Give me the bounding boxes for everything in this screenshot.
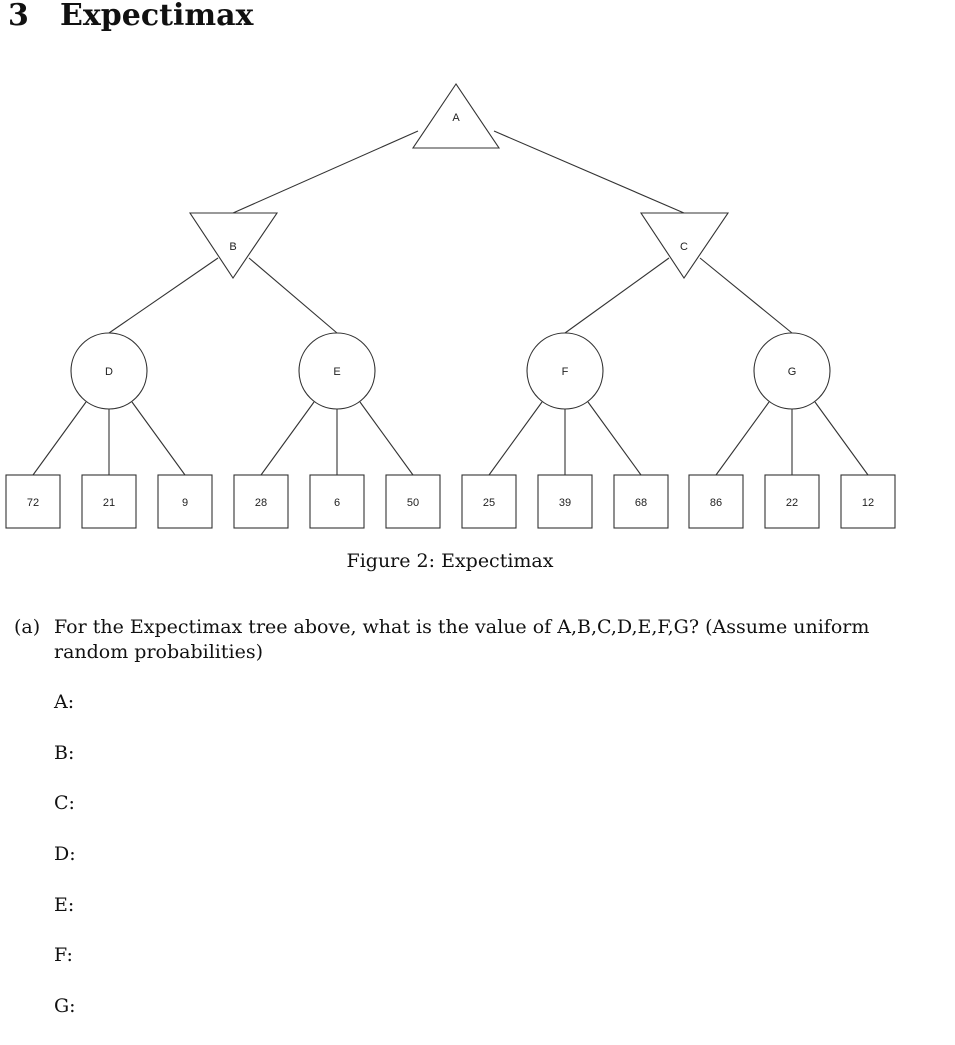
answer-label-d: D: [54, 843, 76, 866]
section-title: Expectimax [60, 0, 254, 33]
node-label-b: B [229, 241, 237, 253]
figure-caption: Figure 2: Expectimax [346, 550, 554, 572]
node-label-e: E [333, 366, 341, 378]
answer-label-g: G: [54, 995, 76, 1018]
tree-edge [261, 402, 314, 475]
tree-edge [132, 402, 185, 475]
answer-label-f: F: [54, 944, 73, 967]
leaf-value: 68 [634, 497, 648, 509]
node-label-f: F [561, 366, 569, 378]
leaf-value: 6 [333, 497, 341, 509]
tree-edge [588, 402, 641, 475]
tree-edge [494, 131, 684, 213]
tree-edge [109, 258, 218, 333]
leaf-value: 50 [406, 497, 420, 509]
leaf-value: 39 [558, 497, 572, 509]
node-label-c: C [680, 241, 688, 253]
tree-edge [489, 402, 542, 475]
tree-nodes [6, 84, 895, 528]
tree-edge [565, 258, 669, 333]
question-a [14, 615, 949, 665]
node-label-d: D [105, 366, 113, 378]
question-number: (a) [14, 616, 41, 638]
leaf-value: 22 [785, 497, 799, 509]
tree-edge [249, 258, 337, 333]
leaf-value: 25 [482, 497, 496, 509]
answer-label-e: E: [54, 893, 75, 916]
tree-edge [700, 258, 792, 333]
leaf-value: 28 [254, 497, 268, 509]
leaf-value: 86 [709, 497, 723, 509]
tree-edge [815, 402, 868, 475]
tree-edge [360, 402, 413, 475]
node-label-g: G [787, 366, 797, 378]
question-text: For the Expectimax tree above, what is the value of A,B,C,D,E,F,G? (Assume uniform random probabilities) [54, 616, 870, 663]
tree-edges [33, 131, 868, 475]
section-number: 3 [8, 0, 29, 33]
leaf-value: 9 [181, 497, 189, 509]
tree-edge [233, 131, 418, 213]
tree-edge [716, 402, 769, 475]
tree-edge [33, 402, 86, 475]
answer-list [54, 690, 76, 1045]
answer-label-a: A: [54, 691, 75, 713]
answer-label-b: B: [54, 741, 75, 764]
leaf-value: 12 [861, 497, 875, 509]
leaf-value: 21 [102, 497, 116, 509]
leaf-value: 72 [26, 497, 40, 509]
node-label-a: A [452, 112, 460, 124]
answer-label-c: C: [54, 792, 75, 815]
